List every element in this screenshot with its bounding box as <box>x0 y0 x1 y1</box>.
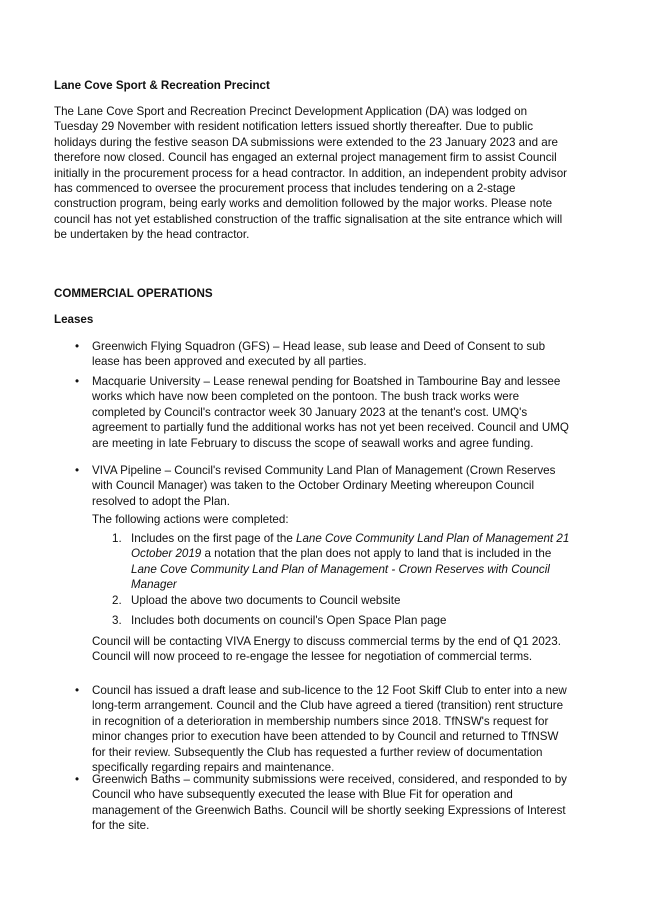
bullet-marker: • <box>75 684 80 697</box>
bullet-greenwich-baths: Greenwich Baths – community submissions were received, considered, and responded to by Council who have subsequently executed the lease with Blue Fit for operation and management of the Greenwich Baths. Council will be shortly seeking Expressions of Interest for the site. <box>92 773 567 833</box>
actions-intro: The following actions were completed: <box>92 513 289 526</box>
bullet-marker: • <box>75 464 80 477</box>
list-number: 2. <box>112 594 122 607</box>
bullet-marker: • <box>75 773 80 786</box>
bullet-skiff-club: Council has issued a draft lease and sub-licence to the 12 Foot Skiff Club to enter into a new long-term arrangement. Council and the Club have agreed a tiered (transition) rent structure in recognition of a deterioration in membership numbers since 2018. TfNSW's request for minor changes prior to execution have been attended to by Council and returned to TfNSW for their review. Subsequently the Club has requested a further review of documentation specifically regarding repairs and maintenance. <box>92 684 567 775</box>
subheading-leases: Leases <box>54 313 94 326</box>
bullet-marker: • <box>75 375 80 388</box>
action-item-2: Upload the above two documents to Council website <box>131 594 401 607</box>
list-number: 3. <box>112 614 122 627</box>
viva-followup-paragraph: Council will be contacting VIVA Energy to discuss commercial terms by the end of Q1 2023. Council will now proceed to re-engage the lessee for negotiation of commercial terms. <box>92 635 561 664</box>
action-item-1: Includes on the first page of the Lane Cove Community Land Plan of Management 21 October 2019 a notation that the plan does not apply to land that is included in the Lane Cove Community Land Plan of Management - Crown Reserves with Council Manager <box>131 532 570 592</box>
bullet-macquarie: Macquarie University – Lease renewal pending for Boatshed in Tambourine Bay and lessee works which have now been completed on the pontoon. The bush track works were completed by Council's contractor week 30 January 2023 at the tenant's cost. UMQ's agreement to partially fund the additional works has not yet been received. Council and UMQ are meeting in late February to discuss the scope of seawall works and agree funding. <box>92 375 569 450</box>
bullet-marker: • <box>75 340 80 353</box>
precinct-paragraph: The Lane Cove Sport and Recreation Precinct Development Application (DA) was lodged on Tuesday 29 November with resident notification letters issued shortly thereafter. Due to public holidays during the festive season DA submissions were extended to the 23 January 2023 and are therefore now closed. Council has engaged an external project management firm to assist Council initially in the procurement process for a head contractor. In addition, an independent probity advisor has commenced to oversee the procurement process that includes tendering on a 2-stage construction program, being early works and demolition followed by the major works. Please note council has not yet established construction of the traffic signalisation at the site entrance which will be undertaken by the head contractor. <box>54 105 568 242</box>
action-item-3: Includes both documents on council's Open Space Plan page <box>131 614 447 627</box>
bullet-gfs: Greenwich Flying Squadron (GFS) – Head lease, sub lease and Deed of Consent to sub lease has been approved and executed by all parties. <box>92 340 546 369</box>
list-number: 1. <box>112 532 122 545</box>
section-heading-commercial: COMMERCIAL OPERATIONS <box>54 287 213 300</box>
bullet-viva: VIVA Pipeline – Council's revised Community Land Plan of Management (Crown Reserves with Council Manager) was taken to the October Ordinary Meeting whereupon Council resolved to adopt the Plan. <box>92 464 556 508</box>
section-heading-precinct: Lane Cove Sport & Recreation Precinct <box>54 79 270 92</box>
